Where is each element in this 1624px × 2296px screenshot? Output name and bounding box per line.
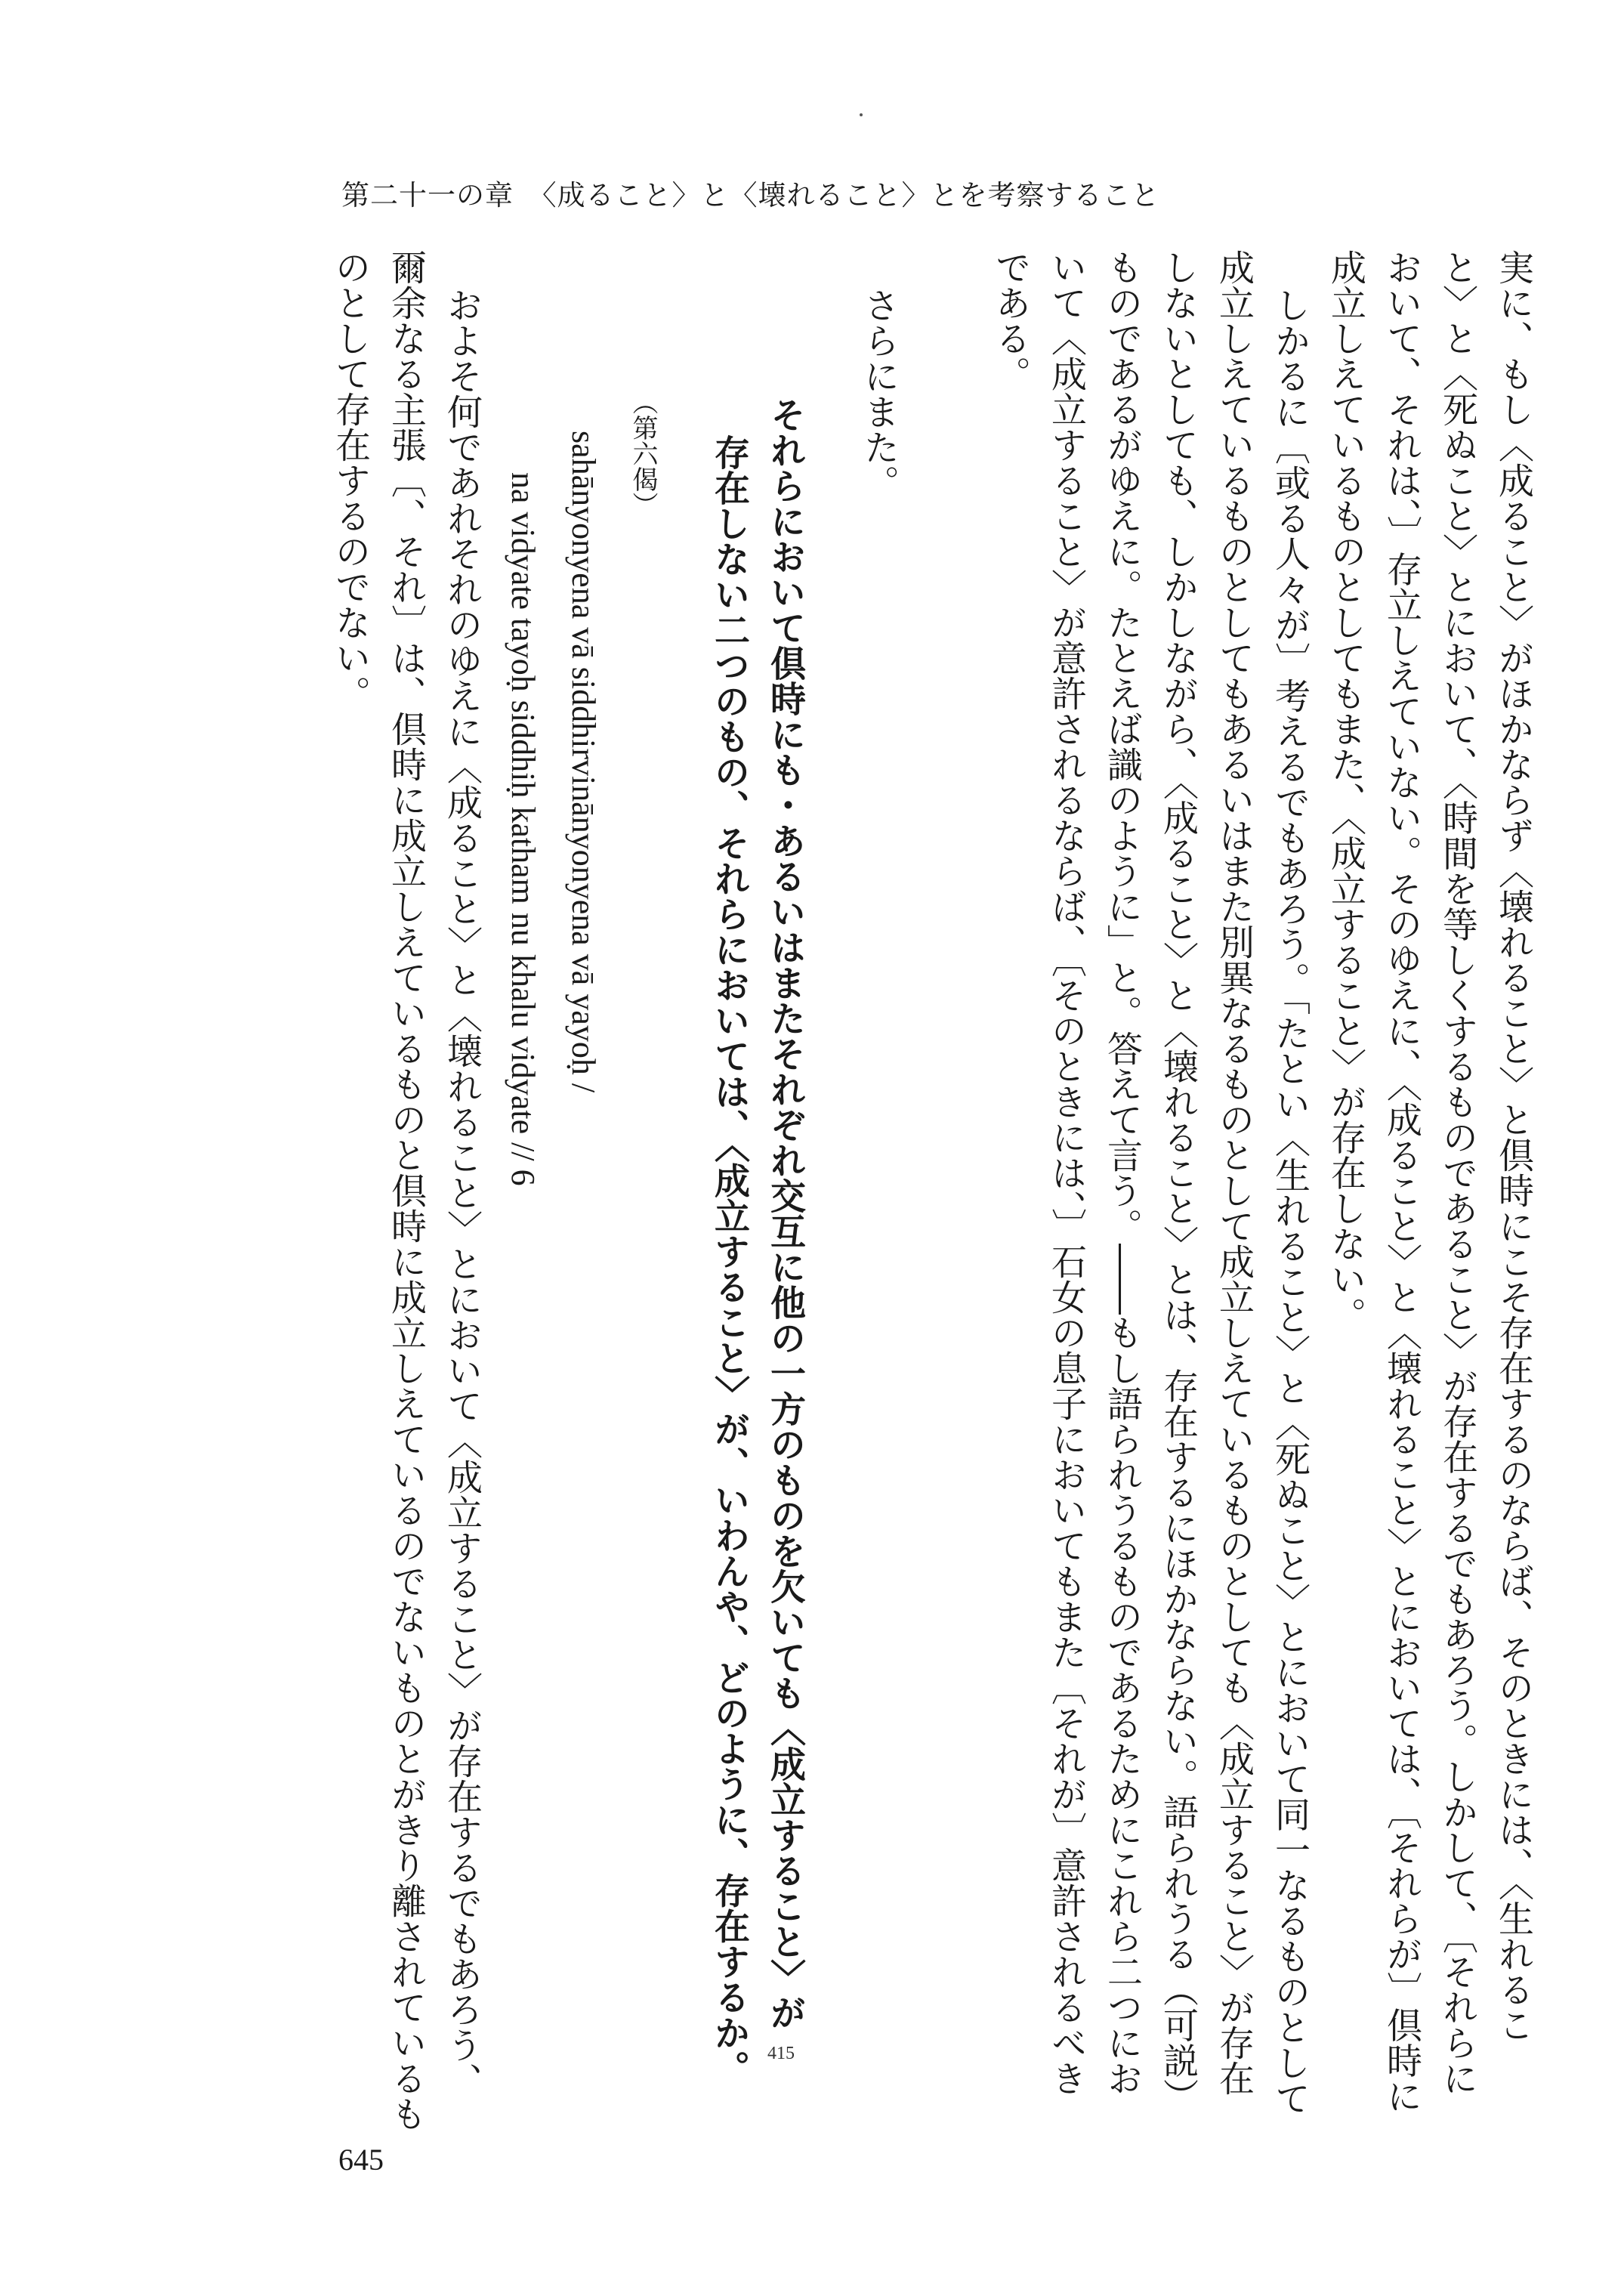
verse-line-1: それらにおいて倶時にも・あるいはまたそれぞれ交互に他の一方のものを欠いても〈成立すること〉が (764, 397, 806, 2030)
text-column-8: ものであるがゆえに。たとえば識のように」と。答えて言う。――もし語られうるものであるためにこれら二つにお (1101, 249, 1143, 2096)
verse-label: （第六偈） (628, 389, 658, 518)
text-column-7: しないとしても、しかしながら、〈成ること〉と〈壊れること〉とは、存在するにほかならない。語られうる（可説） (1157, 249, 1199, 2114)
text-column-3: おいて、それは、〕存立しえていない。そのゆえに、〈成ること〉と〈壊れること〉とにおいては、〔それらが〕倶時に (1381, 249, 1422, 2114)
folio-number: 415 (767, 2044, 795, 2063)
text-column-10: である。 (990, 249, 1031, 391)
verse-line-2: 存在しない二つのもの、それらにおいては、〈成立すること〉が、いわんや、どのように、存在するか。 (709, 434, 750, 2086)
text-column-14: のとして存在するのでない。 (329, 249, 371, 711)
text-column-13: 爾余なる主張〔、それ〕は、倶時に成立しえているものと倶時に成立しえているのでないものとがきり離されているも (385, 249, 427, 2131)
text-column-9: いて〈成立すること〉が意許されるならば、〔そのときには、〕石女の息子においてもまた〔それが〕意許されるべき (1045, 249, 1087, 2096)
sanskrit-line-2: na vidyate tayoḥ siddhiḥ katham nu khalu vidyate // 6 (505, 472, 542, 1186)
text-column-2: と〉と〈死ぬこと〉とにおいて、〈時間を等しくするものであること〉が存在するでもあろう。しかして、〔それらに (1437, 249, 1478, 2096)
running-header: 第二十一の章 〈成ること〉と〈壊れること〉とを考察すること (341, 179, 1160, 212)
text-column-6: 成立しえているものとしてもあるいはまた別異なるものとして成立しえているものとしても〈成立すること〉が存在 (1213, 249, 1255, 2096)
text-column-1: 実に、もし〈成ること〉がほかならず〈壊れること〉と倶時にこそ存在するのならば、そのときには、〈生れるこ (1493, 249, 1534, 2043)
text-column-4: 成立しえているものとしてもまた、〈成立すること〉が存在しない。 (1325, 249, 1366, 1333)
text-column-12: およそ何であれそれのゆえに〈成ること〉と〈壊れること〉とにおいて〈成立すること〉が存在するでもあろう、 (441, 287, 483, 2098)
text-column-11: さらにまた。 (858, 287, 900, 500)
text-column-5: しかるに〔或る人々が〕考えるでもあろう。「たとい〈生れること〉と〈死ぬこと〉とにおいて同一なるものとして (1269, 287, 1311, 2116)
sanskrit-line-1: sahānyonyena vā siddhirvinānyonyena vā yayoḥ / (565, 431, 602, 1093)
page-number: 645 (338, 2143, 384, 2177)
stray-dot (860, 113, 863, 116)
